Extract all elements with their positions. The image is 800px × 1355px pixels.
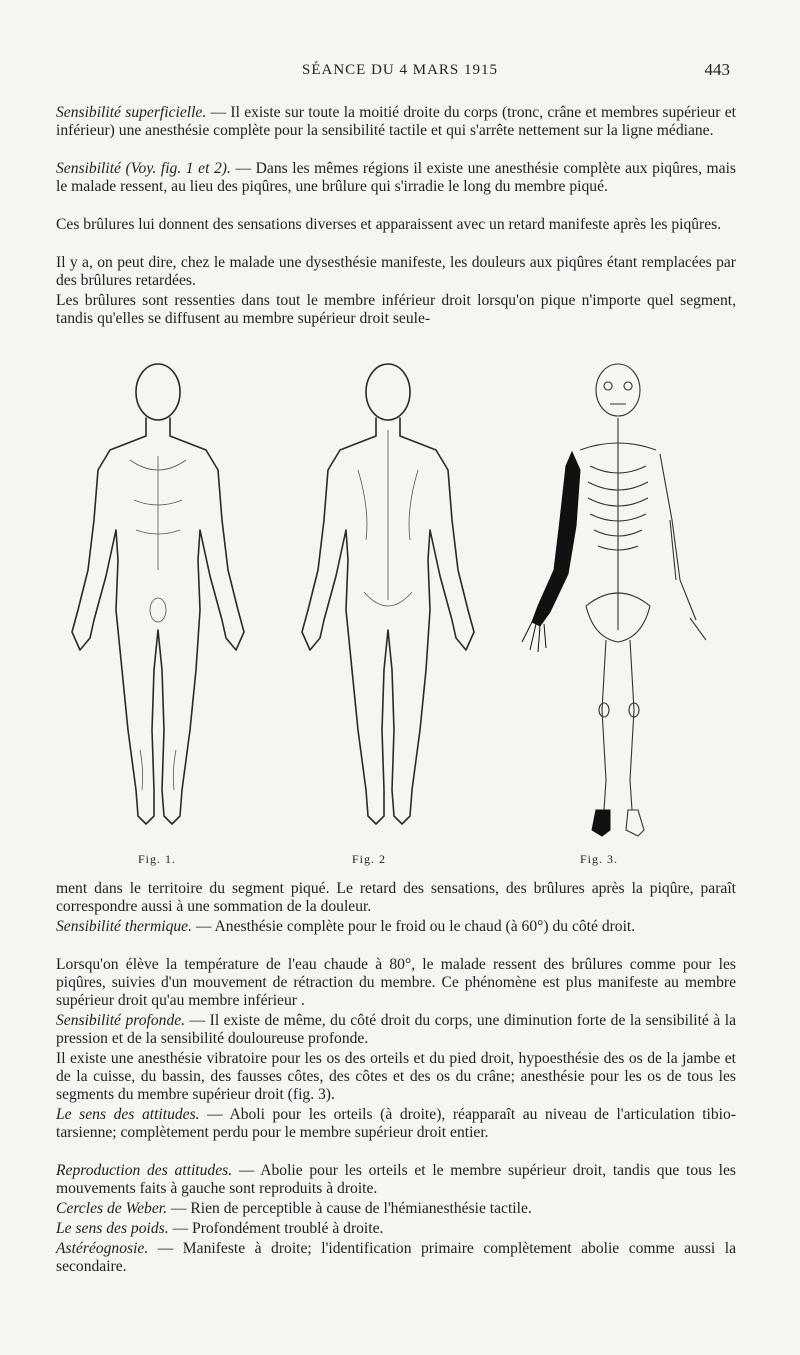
paragraph-text: — Profondément troublé à droite. [168, 1220, 384, 1237]
paragraph-lead: Sensibilité (Voy. fig. 1 et 2). [56, 160, 231, 177]
running-head: SÉANCE DU 4 MARS 1915 [301, 62, 499, 78]
paragraph-text: Les brûlures sont ressenties dans tout le membre inférieur droit lorsqu'on pique n'importe quel segment, tandis qu'elles se diffusent au membre supérieur droit seule- [56, 292, 736, 328]
paragraph-text: — Anesthésie complète pour le froid ou le chaud (à 60°) du côté droit. [192, 918, 636, 935]
paragraph-text: — Il existe sur toute la moitié droite du corps (tronc, crâne et membres supérieur et inférieur) une anesthésie complète pour la sensibilité tactile et qui s'arrête nettement sur la ligne médiane. [56, 104, 736, 140]
page-header [0, 58, 800, 88]
paragraph-text: Il y a, on peut dire, chez le malade une dysesthésie manifeste, les douleurs aux piqûres étant remplacées par des brûlures retardées. [56, 254, 736, 290]
paragraph-territoire [56, 880, 736, 916]
paragraph-dysesthesie [56, 254, 736, 290]
paragraph-lead: Sensibilité superficielle. [56, 104, 207, 121]
paragraph-reproduction-attitudes [56, 1162, 736, 1198]
paragraph-sensibilite-superficielle [56, 104, 736, 140]
paragraph-sensibilite-douleur [56, 160, 736, 196]
paragraph-text: ment dans le territoire du segment piqué. Le retard des sensations, des brûlures après la piqûre, paraît correspondre aussi à une sommation de la douleur. [56, 880, 736, 916]
paragraph-cercles-weber [56, 1200, 736, 1218]
paragraph-text: — Manifeste à droite; l'identification primaire complètement abolie comme aussi la secondaire. [56, 1240, 736, 1276]
anatomical-figures [40, 345, 770, 845]
paragraph-sensibilite-profonde [56, 1012, 736, 1048]
paragraph-temperature [56, 956, 736, 1011]
page-number: 443 [704, 60, 730, 79]
paragraph-text: Lorsqu'on élève la température de l'eau chaude à 80°, le malade ressent des brûlures comme pour les piqûres, suivies d'un mouvement de rétraction du membre. Ce phénomène est plus manifeste au membre supérieur droit qu'au membre inférieur . [56, 956, 736, 1010]
figure-caption-1: Fig. 1. [138, 852, 177, 866]
paragraph-lead: Le sens des poids. [56, 1220, 169, 1237]
paragraph-sens-attitudes [56, 1106, 736, 1142]
paragraph-sensibilite-thermique [56, 918, 736, 936]
paragraph-text: Il existe une anesthésie vibratoire pour les os des orteils et du pied droit, hypoesthésie des os de la jambe et de la cuisse, du bassin, des fausses côtes, des côtes et des os du crâne; anesthésie pour les os de tous les segments du membre supérieur droit (fig. 3). [56, 1050, 736, 1104]
paragraph-anesthesie-vibratoire [56, 1050, 736, 1105]
paragraph-text: Ces brûlures lui donnent des sensations diverses et apparaissent avec un retard manifeste après les piqûres. [56, 216, 722, 233]
paragraph-text: — Rien de perceptible à cause de l'hémianesthésie tactile. [167, 1200, 532, 1217]
paragraph-text: — Dans les mêmes régions il existe une anesthésie complète aux piqûres, mais le malade ressent, au lieu des piqûres, une brûlure qui s'irradie le long du membre piqué. [56, 160, 737, 196]
paragraph-sens-poids [56, 1220, 736, 1238]
figure-3-skeleton [522, 364, 706, 836]
figure-2-back-body [302, 364, 474, 824]
paragraph-lead: Reproduction des attitudes. [56, 1162, 233, 1179]
paragraph-lead: Cercles de Weber. [56, 1200, 168, 1217]
figure-caption-3: Fig. 3. [580, 852, 619, 866]
paragraph-text: — Abolie pour les orteils et le membre supérieur droit, tandis que tous les mouvements faits à gauche sont reproduits à droite. [56, 1162, 737, 1198]
paragraph-lead: Le sens des attitudes. [56, 1106, 200, 1123]
paragraph-brulures [56, 216, 736, 234]
paragraph-lead: Sensibilité profonde. [56, 1012, 186, 1029]
paragraph-text: — Aboli pour les orteils (à droite), réapparaît au niveau de l'articulation tibio-tarsienne; complètement perdu pour le membre supérieur droit entier. [56, 1106, 736, 1142]
figure-caption-2: Fig. 2 [352, 852, 387, 866]
figure-1-front-body [72, 364, 244, 824]
paragraph-text: — Il existe de même, du côté droit du corps, une diminution forte de la sensibilité à la pression et de la sensibilité douloureuse profonde. [56, 1012, 736, 1048]
paragraph-astereognosie [56, 1240, 736, 1276]
paragraph-lead: Astéréognosie. [56, 1240, 149, 1257]
paragraph-lead: Sensibilité thermique. [56, 918, 192, 935]
paragraph-brulures-ressenties [56, 292, 736, 328]
